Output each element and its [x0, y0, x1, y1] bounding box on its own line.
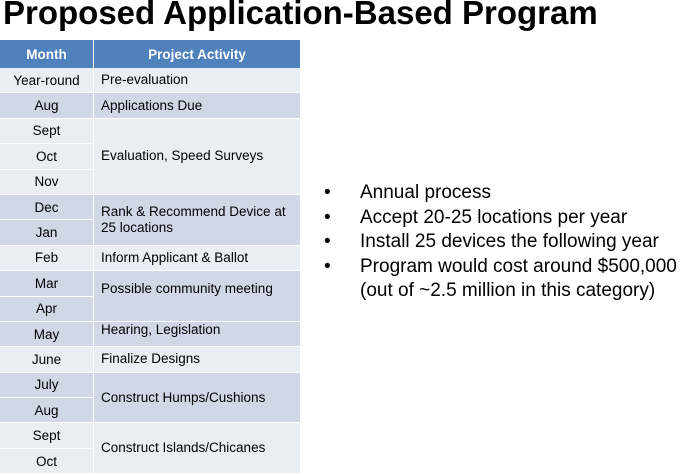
month-cell: Oct [0, 448, 94, 473]
activity-cell: Inform Applicant & Ballot [94, 245, 301, 270]
table-row [0, 321, 301, 346]
month-cell: Mar [0, 271, 94, 296]
activity-cell: Construct Humps/Cushions [94, 372, 301, 423]
month-cell: Aug [0, 398, 94, 423]
activity-cell: Applications Due [94, 93, 301, 118]
bullet-item [320, 230, 700, 255]
schedule-table [0, 40, 301, 474]
bullet-text: Annual process [360, 182, 491, 203]
activity-cell: Evaluation, Speed Surveys [94, 118, 301, 194]
month-cell: Year-round [0, 68, 94, 93]
activity-cell: Rank & Recommend Device at 25 locations [94, 194, 301, 245]
table-row [0, 347, 301, 372]
column-header-month: Month [0, 40, 94, 68]
table-row [0, 68, 301, 93]
table-row [0, 372, 301, 397]
month-cell: Nov [0, 169, 94, 194]
month-cell: Dec [0, 194, 94, 219]
table-row [0, 423, 301, 448]
month-cell: Oct [0, 144, 94, 169]
column-header-activity: Project Activity [94, 40, 301, 68]
bullet-text: Accept 20-25 locations per year [360, 206, 628, 228]
bullet-list [320, 181, 700, 304]
bullet-dot: • [324, 231, 331, 252]
table-row [0, 93, 301, 118]
activity-cell: Pre-evaluation [94, 68, 301, 93]
month-cell: Sept [0, 423, 94, 448]
month-cell: June [0, 347, 94, 372]
month-cell: Aug [0, 93, 94, 118]
table-header-row [0, 40, 301, 68]
bullet-text: Program would cost around $500,000 (out of ~2.5 million in this category) [360, 255, 677, 301]
activity-cell: Hearing, Legislation [94, 321, 301, 346]
month-cell: Jan [0, 220, 94, 245]
table-row [0, 271, 301, 296]
month-cell: Feb [0, 245, 94, 270]
bullet-item [320, 181, 700, 206]
table-row [0, 245, 301, 270]
table-row [0, 194, 301, 219]
month-cell: Sept [0, 118, 94, 143]
page-title: Proposed Application-Based Program [3, 0, 598, 31]
bullet-text: Install 25 devices the following year [360, 231, 659, 252]
month-cell: July [0, 372, 94, 397]
table-row [0, 118, 301, 143]
bullet-dot: • [324, 255, 331, 277]
bullet-item [320, 255, 700, 304]
activity-cell: Finalize Designs [94, 347, 301, 372]
bullet-dot: • [324, 206, 331, 228]
bullet-dot: • [324, 182, 331, 203]
activity-cell: Possible community meeting [94, 271, 301, 322]
month-cell: May [0, 321, 94, 346]
bullet-item [320, 206, 700, 231]
month-cell: Apr [0, 296, 94, 321]
activity-cell: Construct Islands/Chicanes [94, 423, 301, 474]
